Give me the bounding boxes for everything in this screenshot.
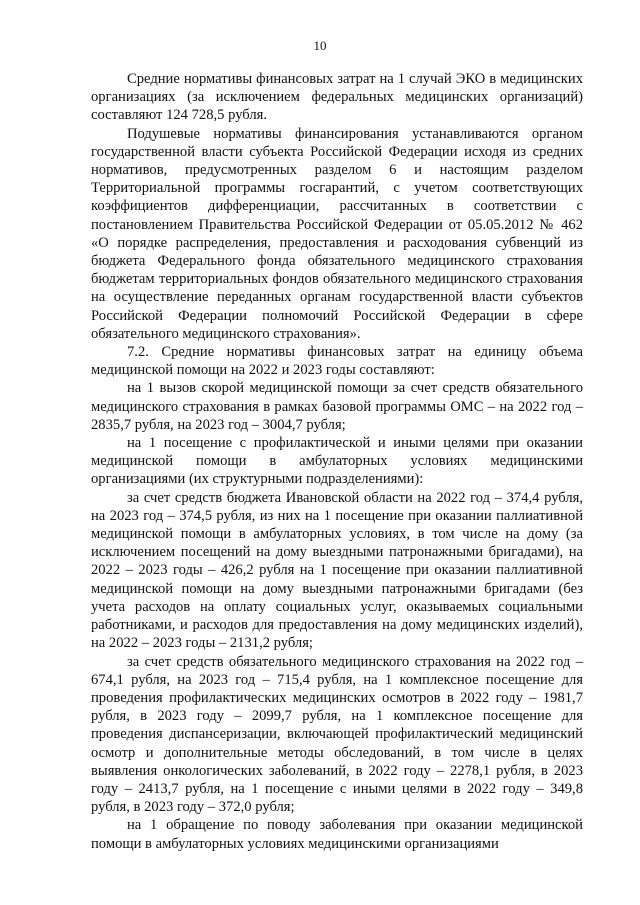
paragraph-per-capita-norms: Подушевые нормативы финансирования устанавливаются органом государственной власти субъекта Российской Федерации исходя из средних нормативов, предусмотренных разделом 6 и настоящим разделом Территориальной программы госгарантий, с учетом соответствующих коэффициентов дифференциации, рассчитанных в соответствии с постановлением Правительства Российской Федерации от 05.05.2012 № 462 «О порядке распределения, предоставления и расходования субвенций из бюджета Федерального фонда обязательного медицинского страхования бюджетам территориальных фондов обязательного медицинского страхования на осуществление переданных органам государственной власти субъектов Российской Федерации полномочий Российской Федерации в сфере обязательного медицинского страхования». (91, 125, 583, 342)
paragraph-ambulance-call: на 1 вызов скорой медицинской помощи за счет средств обязательного медицинского страхования в рамках базовой программы ОМС – на 2022 год – 2835,7 рубля, на 2023 год – 3004,7 рубля; (91, 380, 583, 433)
paragraph-disease-appeal: на 1 обращение по поводу заболевания при оказании медицинской помощи в амбулаторных условиях медицинскими организациями (91, 817, 583, 852)
paragraph-eco-norms: Средние нормативы финансовых затрат на 1 случай ЭКО в медицинских организациях (за исключением федеральных медицинских организаций) составляют 124 728,5 рубля. (91, 71, 583, 124)
body-text (91, 70, 583, 853)
paragraph-outpatient-visit: на 1 посещение с профилактической и иными целями при оказании медицинской помощи в амбулаторных условиях медицинскими организациями (их структурными подразделениями): (91, 435, 583, 488)
paragraph-section-7-2: 7.2. Средние нормативы финансовых затрат на единицу объема медицинской помощи на 2022 и 2023 годы составляют: (91, 344, 583, 379)
paragraph-oms-funds: за счет средств обязательного медицинского страхования на 2022 год – 674,1 рубля, на 2023 год – 715,4 рубля, на 1 комплексное посещение для проведения профилактических медицинских осмотров в 2022 году – 1981,7 рубля, в 2023 году – 2099,7 рубля, на 1 комплексное посещение для проведения диспансеризации, включающей профилактический медицинский осмотр и дополнительные методы обследований, в том числе в целях выявления онкологических заболеваний, в 2022 году – 2278,1 рубля, в 2023 году – 2413,7 рубля, на 1 посещение с иными целями в 2022 году – 349,8 рубля, в 2023 году – 372,0 рубля; (91, 653, 583, 816)
paragraph-regional-budget: за счет средств бюджета Ивановской области на 2022 год – 374,4 рубля, на 2023 год – 374,5 рубля, из них на 1 посещение при оказании паллиативной медицинской помощи в амбулаторных условиях, в том числе на дому (за исключением посещений на дому выездными патронажными бригадами), на 2022 – 2023 годы – 426,2 рубля на 1 посещение при оказании паллиативной медицинской помощи на дому выездными патронажными бригадами (без учета расходов на оплату социальных услуг, оказываемых социальными работниками, и расходов для предоставления на дому медицинских изделий), на 2022 – 2023 годы – 2131,2 рубля; (91, 489, 583, 652)
page-number: 10 (313, 38, 327, 53)
